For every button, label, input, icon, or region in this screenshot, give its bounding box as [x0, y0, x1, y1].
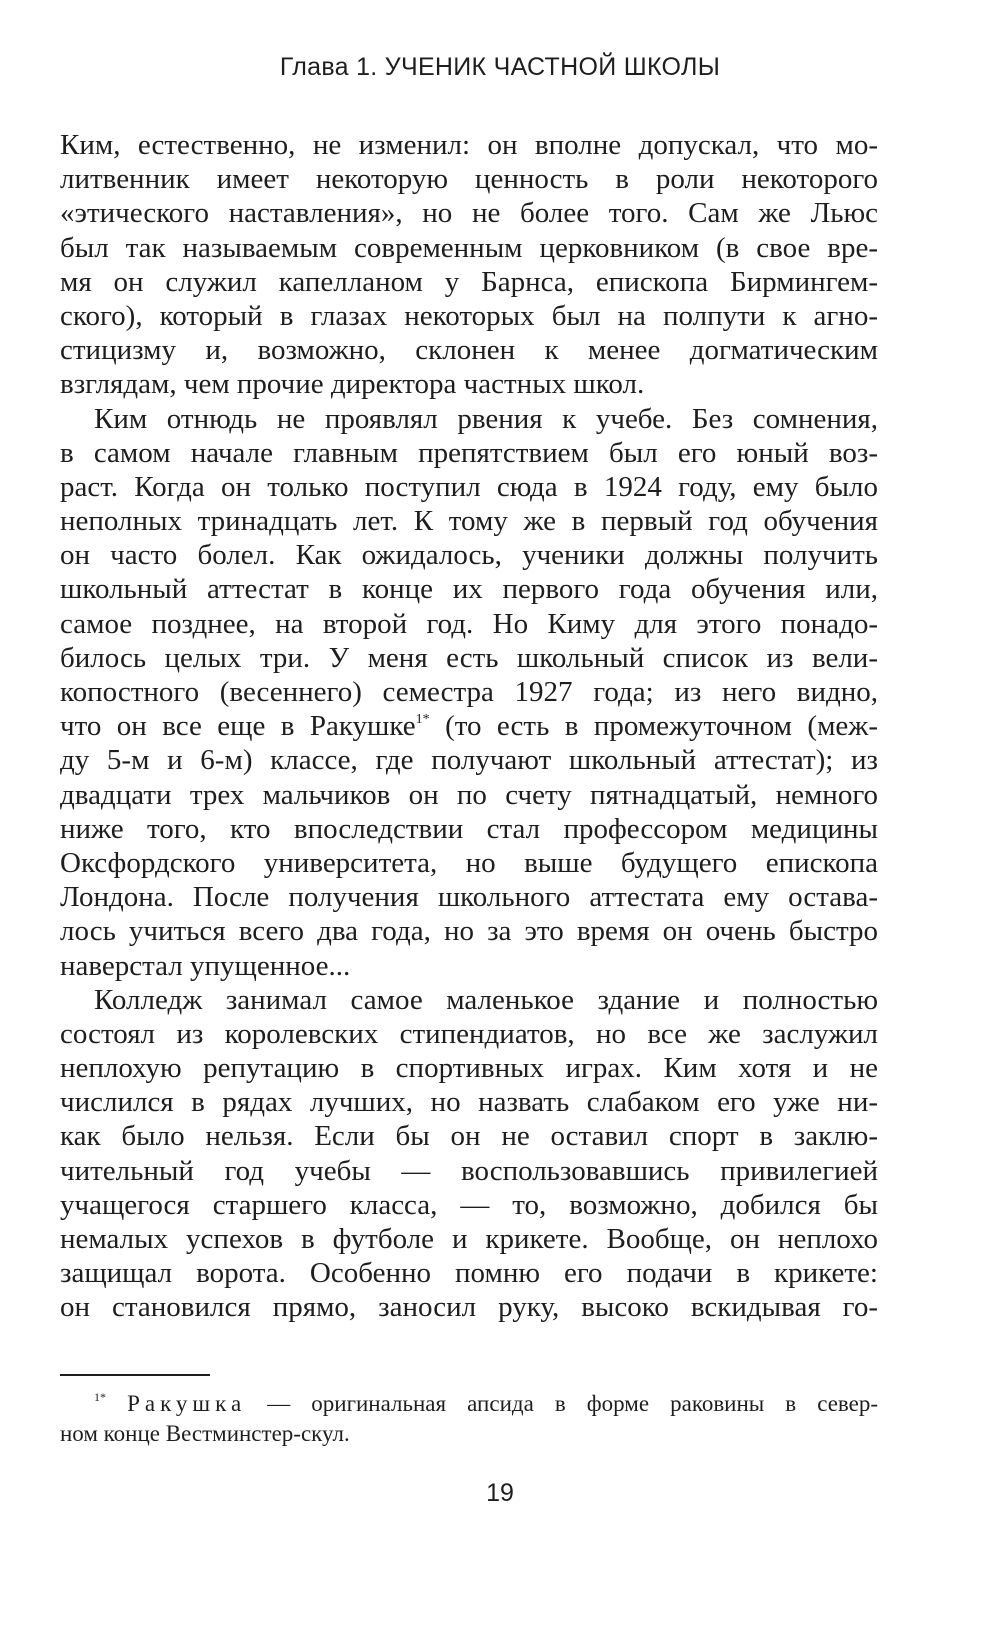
text-line: неплохую репутацию в спортивных играх. Ким хотя и не — [60, 1052, 878, 1085]
text-line: «этического наставления», но не более того. Сам же Льюс — [60, 197, 878, 230]
running-head: Глава 1. УЧЕНИК ЧАСТНОЙ ШКОЛЫ — [279, 53, 721, 81]
text-line: ского), который в глазах некоторых был на полпути к агно- — [60, 299, 878, 332]
text-line: защищал ворота. Особенно помню его подачи в крикете: — [60, 1257, 878, 1290]
text-line: наверстал упущенное... — [60, 949, 351, 982]
text-line: в самом начале главным препятствием был его юный воз- — [60, 436, 878, 469]
text-line: лось учиться всего два года, но за это время он очень быстро — [60, 915, 878, 948]
text-line: был так называемым современным церковником (в свое вре- — [60, 231, 878, 264]
footnote-marker: 1* — [94, 1390, 106, 1404]
text-line: взглядам, чем прочие директора частных школ. — [60, 368, 645, 401]
text-line: неполных тринадцать лет. К тому же в первый год обучения — [60, 505, 878, 538]
text-line: он часто болел. Как ожидалось, ученики должны получить — [60, 539, 878, 572]
page-number: 19 — [486, 1479, 514, 1507]
text-line: билось целых три. У меня есть школьный список из вели- — [60, 641, 878, 674]
text-segment: (то есть в промежуточном (меж- — [445, 710, 878, 743]
text-line: учащегося старшего класса, — то, возможно, добился бы — [60, 1188, 878, 1221]
footnote — [60, 1389, 878, 1449]
footnote-text: — оригинальная апсида в форме раковины в север- — [246, 1391, 879, 1416]
footnote-line — [60, 1389, 878, 1419]
text-line: раст. Когда он только поступил сюда в 1924 году, ему было — [60, 470, 878, 503]
text-line: состоял из королевских стипендиатов, но все же заслужил — [60, 1017, 878, 1050]
text-line: немалых успехов в футболе и крикете. Вообще, он неплохо — [60, 1223, 878, 1255]
text-segment: что он все еще в Ракушке — [60, 710, 416, 743]
text-line: ниже того, кто впоследствии стал профессором медицины — [60, 812, 878, 845]
text-line: копостного (весеннего) семестра 1927 года; из него видно, — [60, 676, 878, 708]
text-line: самое позднее, на второй год. Но Киму для этого понадо- — [60, 607, 878, 640]
text-line: чительный год учебы — воспользовавшись привилегией — [60, 1154, 878, 1187]
text-line: школьный аттестат в конце их первого года обучения или, — [60, 573, 878, 606]
text-line: он становился прямо, заносил руку, высоко вскидывая го- — [60, 1291, 878, 1324]
text-line: числился в рядах лучших, но назвать слабаком его уже ни- — [60, 1086, 878, 1119]
footnote-term: Ракушка — [127, 1391, 247, 1416]
text-line: ду 5-м и 6-м) классе, где получают школьный аттестат); из — [60, 744, 878, 777]
text-line: литвенник имеет некоторую ценность в роли некоторого — [60, 163, 878, 196]
text-line: как было нельзя. Если бы он не оставил спорт в заклю- — [60, 1120, 878, 1153]
text-line: мя он служил капелланом у Барнса, епископа Бирмингем- — [60, 265, 878, 298]
text-line: Лондона. После получения школьного аттестата ему остава- — [60, 881, 878, 914]
text-line: Ким, естественно, не изменил: он вполне допускал, что мо- — [60, 129, 878, 161]
text-line: Оксфордского университета, но выше будущего епископа — [60, 846, 878, 879]
text-line-with-footnote-ref — [60, 709, 878, 743]
footnote-divider — [60, 1374, 210, 1376]
body-text — [60, 128, 878, 1325]
text-line: двадцати трех мальчиков он по счету пятнадцатый, немного — [60, 778, 878, 811]
footnote-line: ном конце Вестминстер-скул. — [60, 1421, 350, 1446]
text-line: Колледж занимал самое маленькое здание и полностью — [94, 983, 878, 1016]
footnote-reference[interactable]: 1* — [415, 712, 430, 728]
text-line: Ким отнюдь не проявлял рвения к учебе. Без сомнения, — [94, 402, 878, 435]
text-line: стицизму и, возможно, склонен к менее догматическим — [60, 334, 878, 367]
